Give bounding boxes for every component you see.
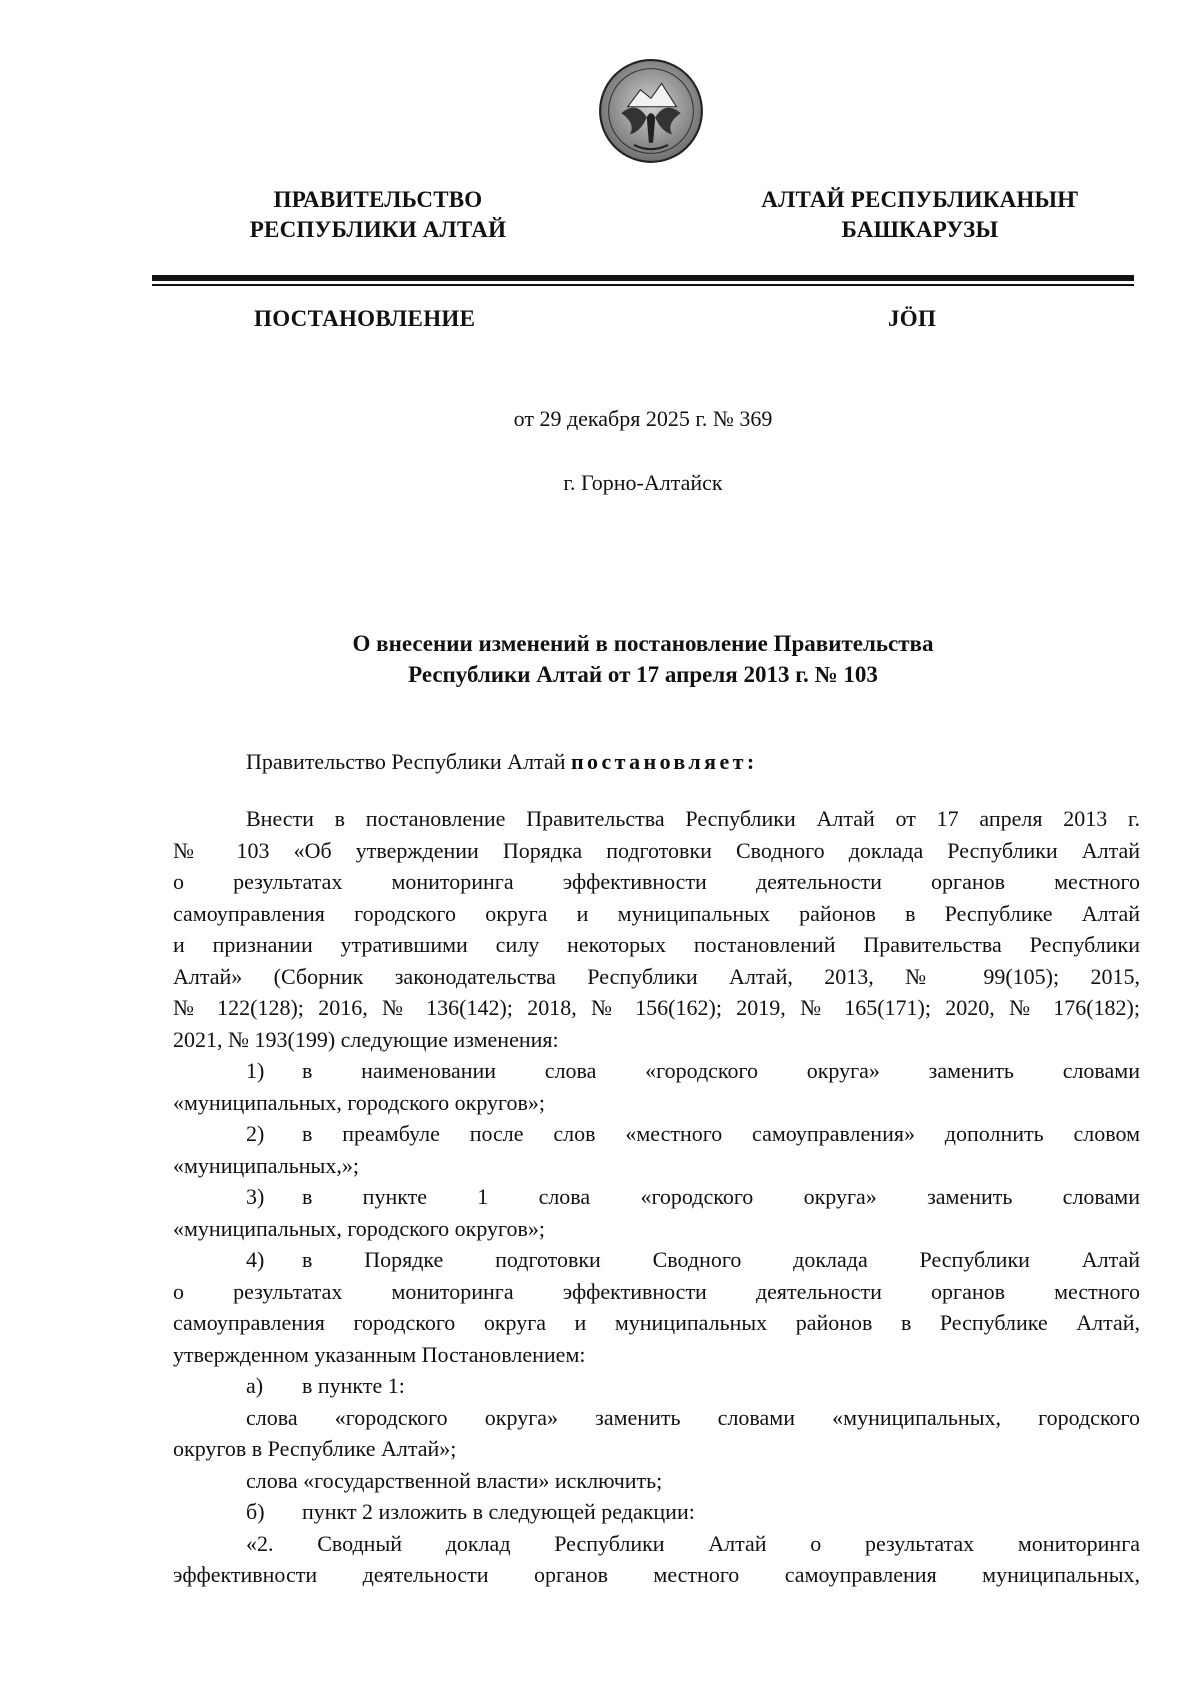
list-item-3: [173, 1181, 1140, 1213]
body-line: о результатах мониторинга эффективности деятельности органов местного: [173, 1278, 1140, 1304]
preamble-action: постановляет:: [570, 749, 758, 774]
list-item-text: в наименовании слова «городского округа» заменить словами: [302, 1058, 1140, 1083]
header-left-line2: РЕСПУБЛИКИ АЛТАЙ: [249, 217, 507, 242]
body-line: «2. Сводный доклад Республики Алтай о результатах мониторинга: [246, 1530, 1140, 1556]
document-title: [200, 628, 1086, 690]
body-line: «муниципальных, городского округов»;: [173, 1215, 546, 1241]
body-line: 2021, № 193(199) следующие изменения:: [173, 1026, 559, 1052]
document-date-number: от 29 декабря 2025 г. № 369: [513, 406, 773, 431]
list-item-text: в пункте 1 слова «городского округа» заменить словами: [302, 1184, 1140, 1209]
sub-item-letter: б): [246, 1499, 265, 1524]
coat-of-arms-emblem: [598, 58, 704, 164]
list-item-4: [173, 1244, 1140, 1276]
body-line: и признании утратившими силу некоторых постановлений Правительства Республики: [173, 932, 1140, 957]
header-left-ru: [228, 185, 528, 245]
document-body: [173, 803, 1140, 1591]
list-item-number: 2): [246, 1121, 265, 1146]
sub-item-text: в пункте 1:: [302, 1373, 405, 1398]
header-right-line2: БАШКАРУЗЫ: [841, 217, 999, 242]
list-item-number: 4): [246, 1247, 265, 1272]
header-divider-thick: [152, 275, 1134, 281]
header-right-line1: АЛТАЙ РЕСПУБЛИКАНЫҤ: [761, 187, 1079, 212]
list-item-2: [173, 1118, 1140, 1150]
body-line: «муниципальных, городского округов»;: [173, 1089, 546, 1115]
list-item-text: в преамбуле после слов «местного самоуправления» дополнить словом: [302, 1121, 1140, 1146]
body-line: № 103 «Об утверждении Порядка подготовки Сводного доклада Республики Алтай: [173, 837, 1140, 863]
body-line: слова «городского округа» заменить словами «муниципальных, городского: [246, 1404, 1140, 1430]
body-line: «муниципальных,»;: [173, 1152, 359, 1178]
body-line: Внести в постановление Правительства Республики Алтай от 17 апреля 2013 г.: [246, 806, 1140, 831]
header-right-alt: [740, 185, 1100, 245]
list-item-text: в Порядке подготовки Сводного доклада Республики Алтай: [302, 1247, 1140, 1272]
body-line: утвержденном указанным Постановлением:: [173, 1341, 586, 1367]
body-line: о результатах мониторинга эффективности деятельности органов местного: [173, 869, 1140, 894]
document-title-line2: Республики Алтай от 17 апреля 2013 г. № 103: [408, 662, 878, 687]
body-line: слова «государственной власти» исключить;: [246, 1467, 663, 1493]
list-item-number: 3): [246, 1184, 265, 1209]
sub-item-b: [173, 1496, 1140, 1528]
preamble: [246, 749, 758, 775]
document-title-line1: О внесении изменений в постановление Правительства: [352, 631, 934, 656]
document-city: г. Горно-Алтайск: [563, 470, 723, 495]
header-left-line1: ПРАВИТЕЛЬСТВО: [273, 187, 483, 212]
body-line: округов в Республике Алтай»;: [173, 1436, 457, 1461]
body-line: самоуправления городского округа и муниципальных районов в Республике Алтай,: [173, 1310, 1140, 1335]
sub-item-a: [173, 1370, 1140, 1402]
sub-item-text: пункт 2 изложить в следующей редакции:: [302, 1499, 695, 1524]
preamble-text: Правительство Республики Алтай: [246, 749, 571, 774]
sub-item-letter: а): [246, 1373, 264, 1398]
header-divider-thin: [152, 284, 1134, 286]
doc-type-alt: JӦП: [888, 306, 937, 331]
list-item-1: [173, 1055, 1140, 1087]
body-line: № 122(128); 2016, № 136(142); 2018, № 156(162); 2019, № 165(171); 2020, № 176(182);: [173, 995, 1140, 1020]
list-item-number: 1): [246, 1058, 265, 1083]
body-line: эффективности деятельности органов местного самоуправления муниципальных,: [173, 1562, 1140, 1587]
doc-type-ru: ПОСТАНОВЛЕНИЕ: [254, 306, 476, 331]
body-line: Алтай» (Сборник законодательства Республики Алтай, 2013, № 99(105); 2015,: [173, 963, 1140, 989]
body-line: самоуправления городского округа и муниципальных районов в Республике Алтай: [173, 900, 1140, 926]
